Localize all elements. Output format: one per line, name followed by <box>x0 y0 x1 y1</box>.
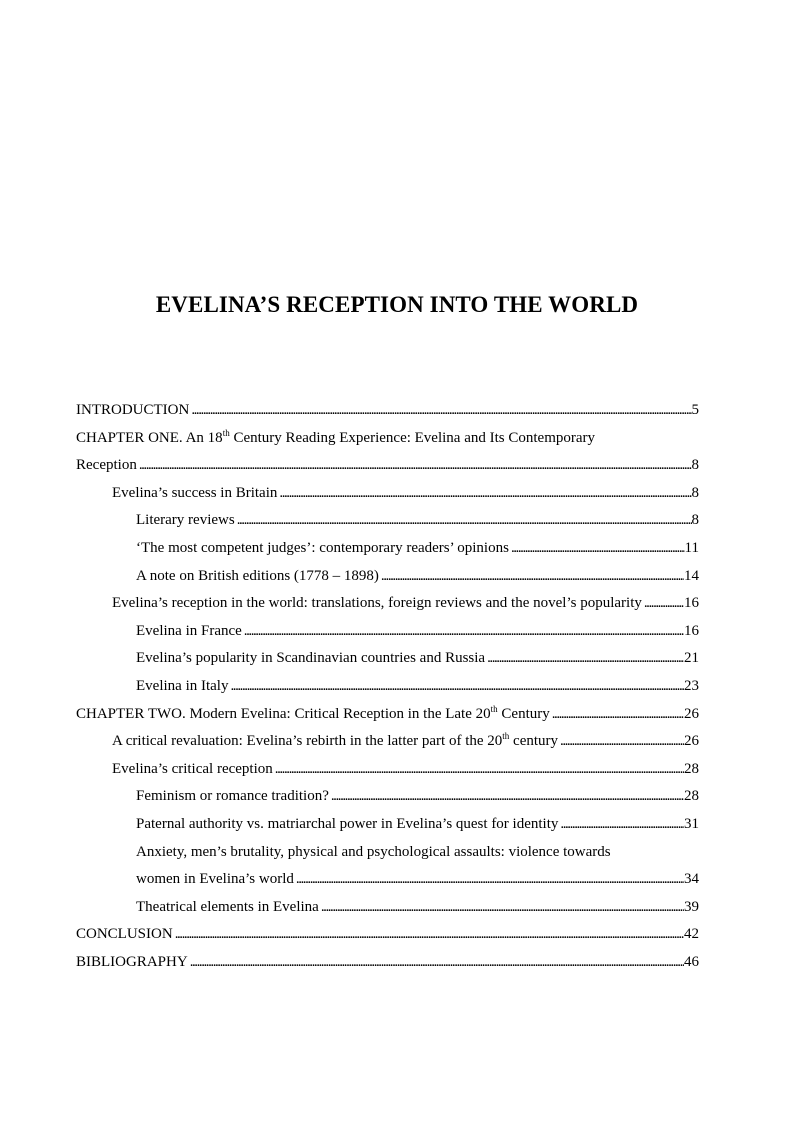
toc-page-number: 8 <box>691 457 699 474</box>
toc-entry-france[interactable] <box>76 618 699 646</box>
toc-entry-chapter-two[interactable] <box>76 701 699 729</box>
toc-page-number: 39 <box>684 898 699 915</box>
dot-leader <box>558 728 684 756</box>
toc-page-number: 23 <box>684 677 699 694</box>
toc-entry-reception-world[interactable] <box>76 590 699 618</box>
dot-leader <box>228 673 684 701</box>
toc-entry-competent-judges[interactable] <box>76 535 699 563</box>
toc-entry-text: Evelina in Italy <box>136 677 229 694</box>
toc-entry-paternal[interactable] <box>76 811 699 839</box>
toc-entry-revaluation[interactable] <box>76 728 699 756</box>
toc-page-number: 14 <box>684 567 699 584</box>
toc-page-number: 26 <box>684 705 699 722</box>
toc-entry-introduction[interactable] <box>76 397 699 425</box>
toc-entry-text: Paternal authority vs. matriarchal power in Evelina’s quest for identity <box>136 815 559 832</box>
toc-entry-text: Evelina’s success in Britain <box>112 484 278 501</box>
toc-page-number: 8 <box>691 512 699 529</box>
toc-page-number: 5 <box>691 402 699 418</box>
toc-entry-text: A critical revaluation: Evelina’s rebirth in the latter part of the 20th century <box>112 731 559 750</box>
toc-entry-text: CHAPTER TWO. Modern Evelina: Critical Reception in the Late 20th Century <box>76 703 550 722</box>
toc-entry-text: Evelina’s reception in the world: translations, foreign reviews and the novel’s popularity <box>112 595 642 612</box>
toc-entry-text: INTRODUCTION <box>76 402 190 418</box>
dot-leader <box>173 921 684 949</box>
toc-entry-text: BIBLIOGRAPHY <box>76 953 188 970</box>
toc-entry-bibliography[interactable] <box>76 949 699 977</box>
toc-entry-critical-reception[interactable] <box>76 756 699 784</box>
toc-entry-text: Evelina’s critical reception <box>112 760 273 777</box>
dot-leader <box>137 452 692 480</box>
toc-page-number: 16 <box>684 595 699 612</box>
toc-entry-theatrical[interactable] <box>76 894 699 922</box>
dot-leader <box>379 563 684 591</box>
dot-leader <box>558 811 684 839</box>
dot-leader <box>277 480 691 508</box>
toc-entry-chapter-one-line2[interactable] <box>76 452 699 480</box>
dot-leader <box>235 507 692 535</box>
toc-entry-text: A note on British editions (1778 – 1898) <box>136 567 379 584</box>
toc-entry-british-editions[interactable] <box>76 563 699 591</box>
dot-leader <box>329 783 684 811</box>
toc-page-number: 8 <box>691 484 699 501</box>
toc-page-number: 11 <box>684 539 699 556</box>
toc-entry-anxiety-line1[interactable] <box>76 839 699 867</box>
toc-entry-anxiety-line2[interactable] <box>76 866 699 894</box>
toc-page-number: 26 <box>684 733 699 750</box>
toc-entry-feminism[interactable] <box>76 783 699 811</box>
toc-entry-text: Evelina in France <box>136 622 242 639</box>
toc-entry-text: Reception <box>76 457 137 474</box>
toc-page-number: 34 <box>684 871 699 888</box>
toc-entry-scandinavia[interactable] <box>76 645 699 673</box>
dot-leader <box>485 645 684 673</box>
table-of-contents <box>76 397 699 976</box>
dot-leader <box>294 866 684 894</box>
toc-page-number: 28 <box>684 760 699 777</box>
dot-leader <box>189 397 691 425</box>
toc-page-number: 28 <box>684 788 699 805</box>
toc-entry-text: Literary reviews <box>136 512 235 529</box>
toc-entry-text: ‘The most competent judges’: contemporary readers’ opinions <box>136 539 509 556</box>
toc-entry-text: Feminism or romance tradition? <box>136 788 329 805</box>
toc-entry-italy[interactable] <box>76 673 699 701</box>
toc-entry-text: CHAPTER ONE. An 18th Century Reading Experience: Evelina and Its Contemporary <box>76 427 596 446</box>
toc-entry-chapter-one-line1[interactable] <box>76 425 699 453</box>
toc-entry-text: CONCLUSION <box>76 926 173 943</box>
dot-leader <box>242 618 684 646</box>
toc-page-number: 46 <box>684 953 699 970</box>
dot-leader <box>509 535 685 563</box>
dot-leader <box>319 894 684 922</box>
toc-entry-text: Theatrical elements in Evelina <box>136 898 319 915</box>
page-title: EVELINA’S RECEPTION INTO THE WORLD <box>155 292 639 317</box>
dot-leader <box>188 949 684 977</box>
dot-leader <box>550 701 684 729</box>
toc-entry-text: Anxiety, men’s brutality, physical and psychological assaults: violence towards <box>136 843 611 860</box>
toc-entry-literary-reviews[interactable] <box>76 507 699 535</box>
dot-leader <box>642 590 684 618</box>
toc-entry-text: women in Evelina’s world <box>136 871 294 888</box>
toc-page-number: 16 <box>684 622 699 639</box>
toc-page-number: 21 <box>684 650 699 667</box>
toc-page-number: 42 <box>684 926 699 943</box>
toc-entry-text: Evelina’s popularity in Scandinavian countries and Russia <box>136 650 486 667</box>
toc-entry-conclusion[interactable] <box>76 921 699 949</box>
toc-entry-success-britain[interactable] <box>76 480 699 508</box>
toc-page-number: 31 <box>684 815 699 832</box>
dot-leader <box>273 756 684 784</box>
